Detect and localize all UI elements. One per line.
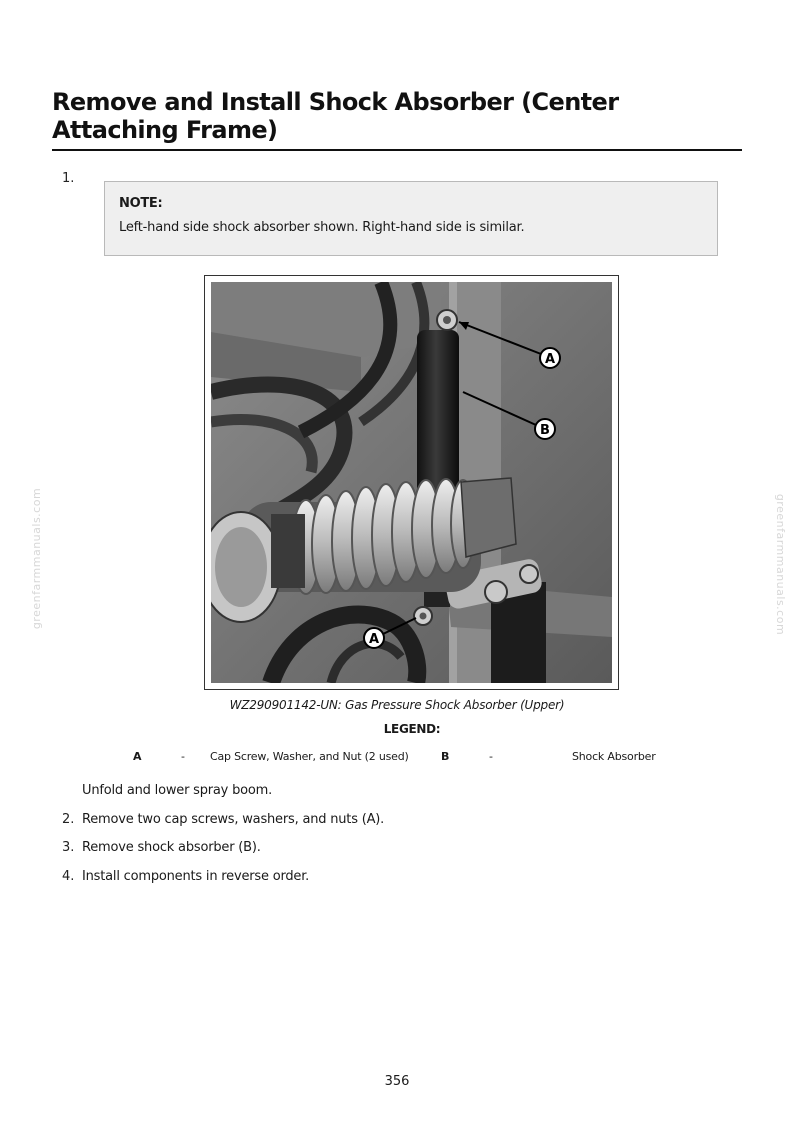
legend-desc-a: Cap Screw, Washer, and Nut (2 used) <box>210 750 409 763</box>
note-text: Left-hand side shock absorber shown. Right-hand side is similar. <box>119 220 525 235</box>
step-number-2: 2. <box>62 812 75 827</box>
callout-a-upper-label: A <box>544 352 556 367</box>
callout-a-lower-label: A <box>368 632 380 647</box>
callout-b <box>535 419 555 439</box>
step-3-text: Remove shock absorber (B). <box>82 840 261 855</box>
step-4-text: Install components in reverse order. <box>82 869 310 884</box>
note-heading: NOTE: <box>119 196 163 211</box>
page-number: 356 <box>384 1074 410 1089</box>
title-rule <box>52 149 742 151</box>
step-number-4: 4. <box>62 869 75 884</box>
legend-heading: LEGEND: <box>383 722 441 736</box>
shock-absorber-figure <box>204 275 619 690</box>
note-box <box>104 181 718 256</box>
legend-dash-a: - <box>181 750 185 763</box>
step-2-text: Remove two cap screws, washers, and nuts (A). <box>82 812 385 827</box>
callout-a-upper <box>540 348 560 368</box>
step-number-1: 1. <box>62 171 75 186</box>
legend-desc-b: Shock Absorber <box>572 750 656 763</box>
callout-a-lower <box>364 628 384 648</box>
watermark-right: greenfarmmanuals.com <box>774 493 788 636</box>
legend-key-b: B <box>441 750 450 763</box>
step-1-text: Unfold and lower spray boom. <box>82 783 273 798</box>
watermark-left: greenfarmmanuals.com <box>30 487 44 630</box>
legend-dash-b: - <box>489 750 493 763</box>
page-title: Remove and Install Shock Absorber (Center Attaching Frame) <box>52 88 619 144</box>
legend-key-a: A <box>133 750 142 763</box>
figure-caption: WZ290901142-UN: Gas Pressure Shock Absorber (Upper) <box>229 698 565 712</box>
callout-b-label: B <box>540 423 550 438</box>
shock-absorber-photo <box>211 282 612 683</box>
step-number-3: 3. <box>62 840 75 855</box>
